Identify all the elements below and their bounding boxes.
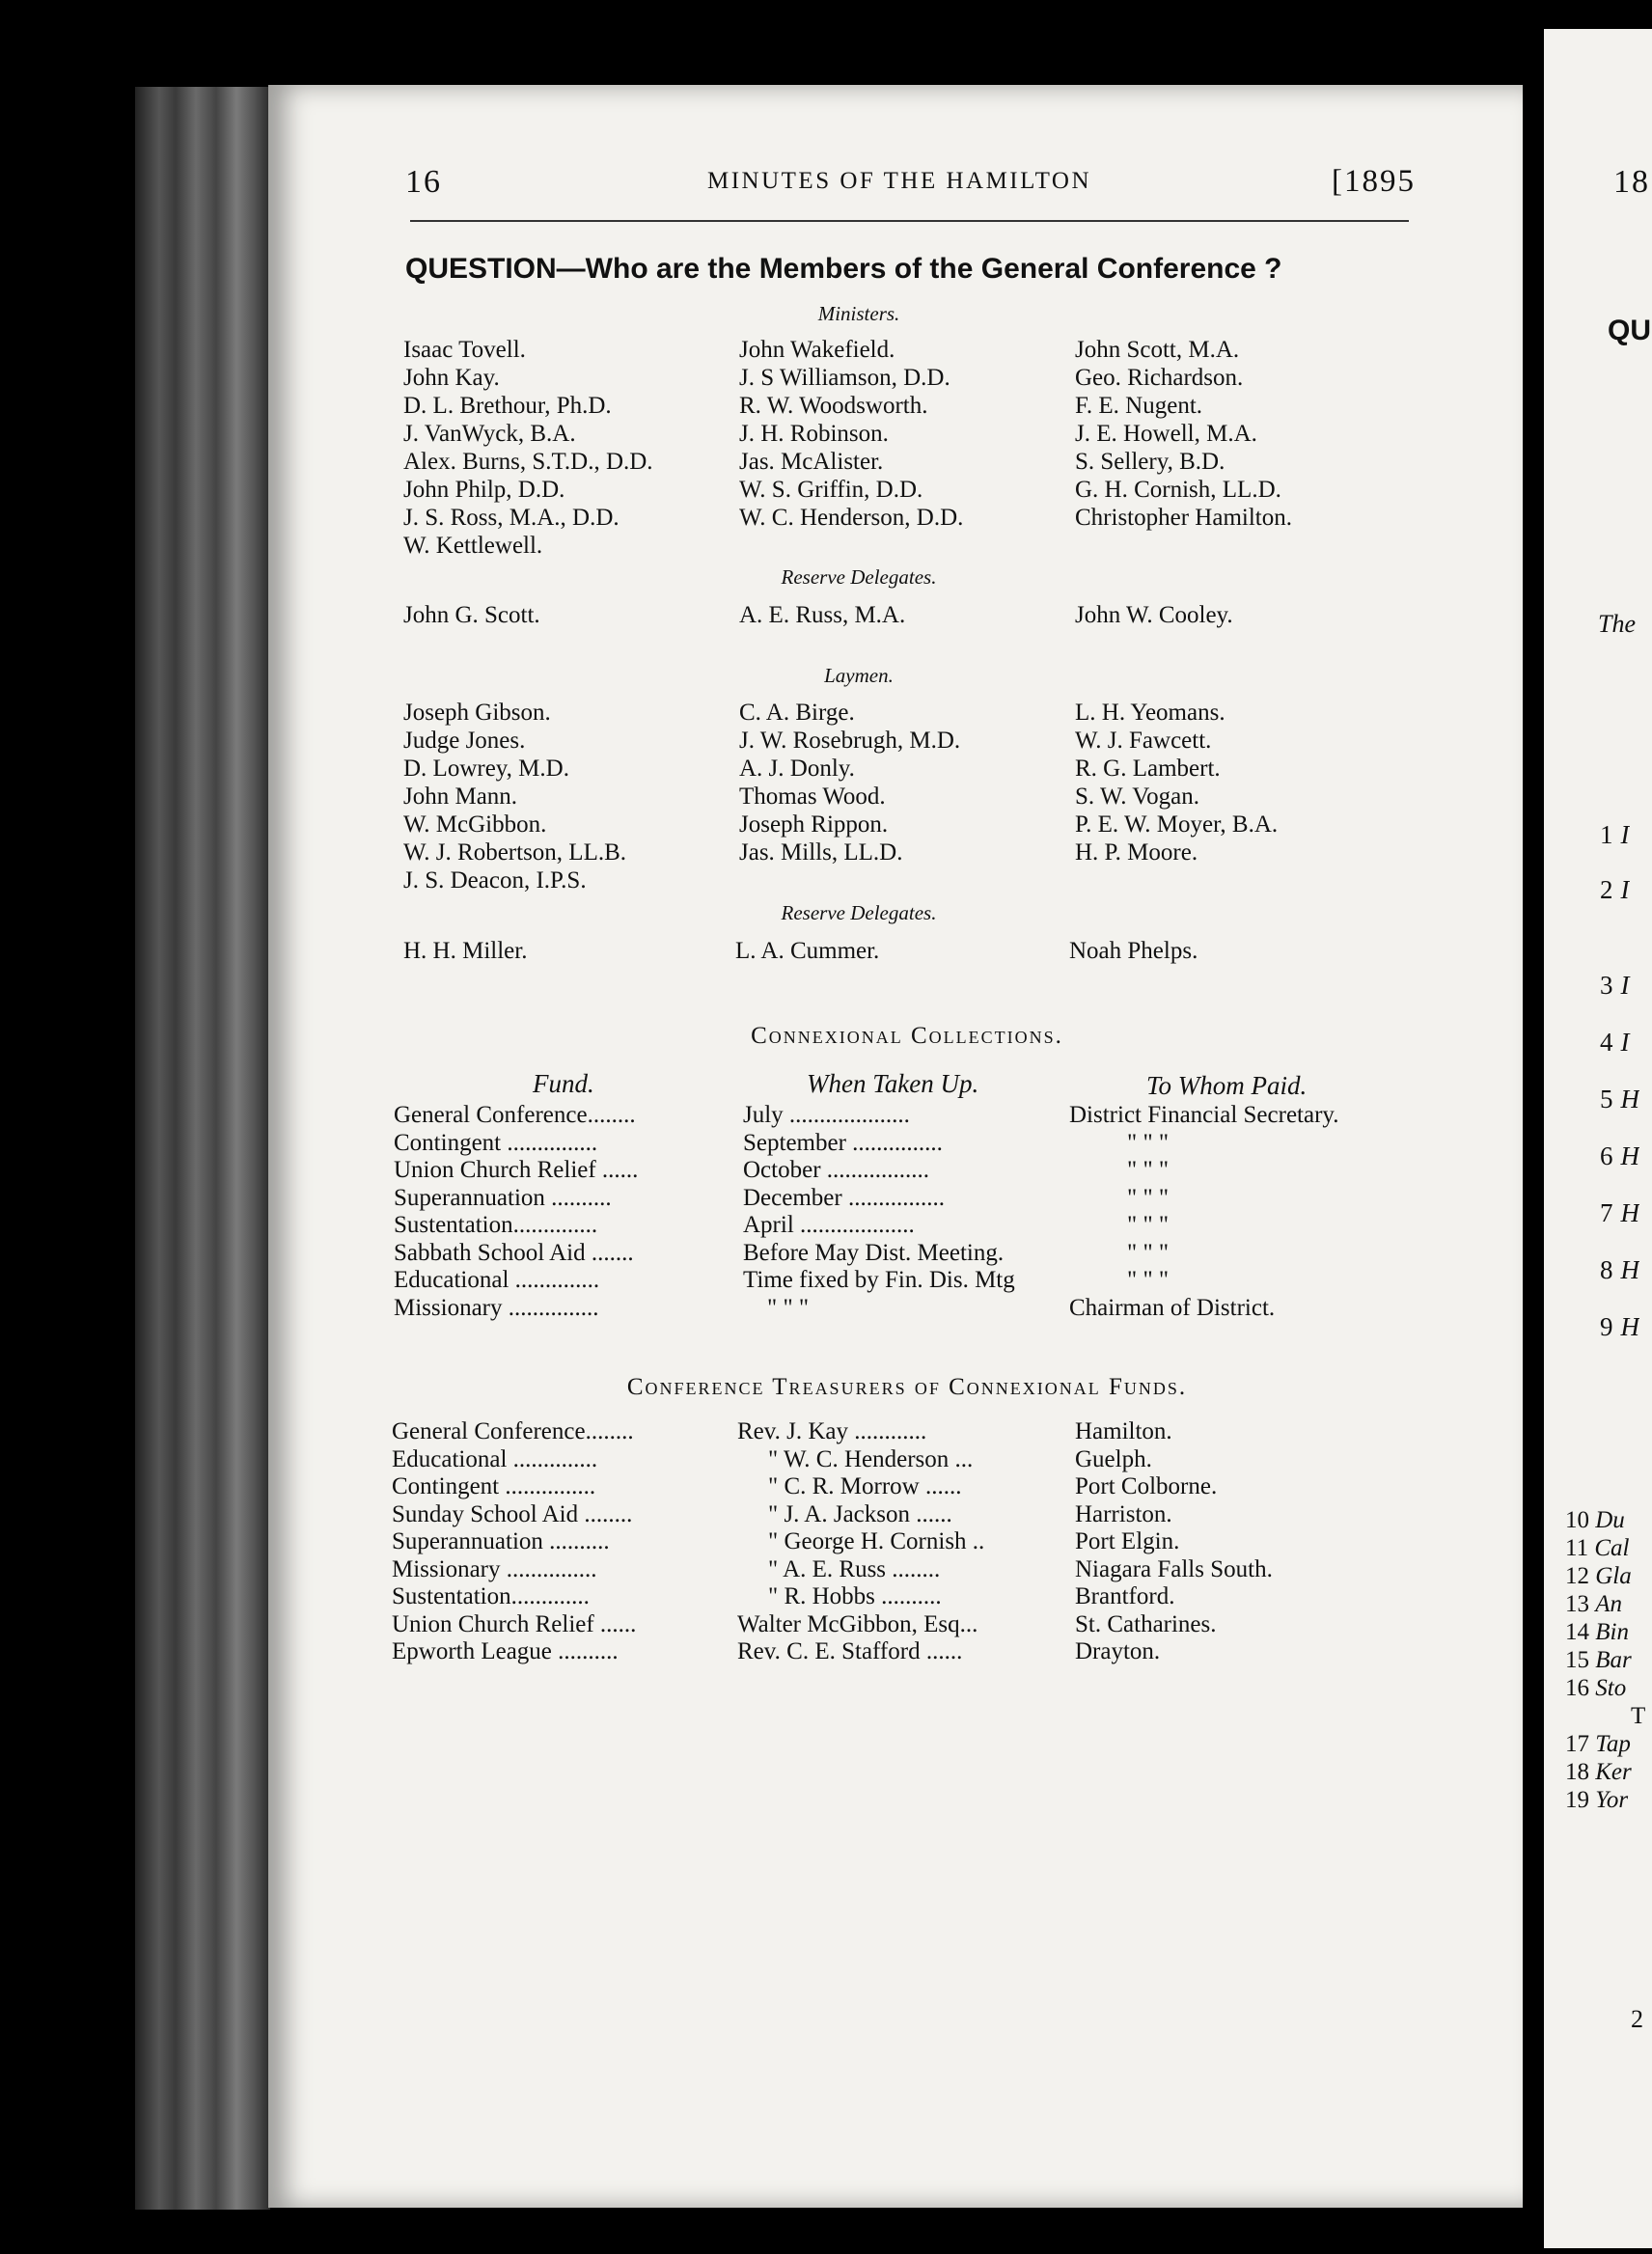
- to-whom-paid: District Financial Secretary.: [1069, 1102, 1339, 1128]
- minister-name: D. L. Brethour, Ph.D.: [403, 393, 612, 419]
- layman-name: Thomas Wood.: [739, 783, 886, 810]
- layman-name: W. McGibbon.: [403, 811, 547, 838]
- layman-name: S. W. Vogan.: [1075, 783, 1199, 810]
- treasurer-place: Port Elgin.: [1075, 1528, 1180, 1554]
- minister-name: G. H. Cornish, LL.D.: [1075, 477, 1281, 503]
- row-letter: Ker: [1595, 1759, 1632, 1785]
- row-letter: H: [1620, 1141, 1639, 1170]
- collections-to-whom-col: [1069, 1102, 1407, 1322]
- row-number: 15: [1565, 1647, 1589, 1673]
- when-taken: September ...............: [743, 1129, 943, 1156]
- row-number: 3: [1600, 971, 1613, 1000]
- fund-name: Contingent ...............: [392, 1473, 596, 1499]
- minister-name: Alex. Burns, S.T.D., D.D.: [403, 449, 653, 475]
- row-letter: An: [1595, 1591, 1623, 1617]
- minister-name: J. H. Robinson.: [739, 421, 889, 447]
- minister-name: S. Sellery, B.D.: [1075, 449, 1225, 475]
- right-row: [1565, 1787, 1645, 1815]
- row-letter: I: [1620, 820, 1630, 849]
- right-page-number: 18: [1613, 164, 1650, 200]
- row-letter: H: [1620, 1198, 1639, 1227]
- reserve-delegate: H. H. Miller.: [403, 938, 528, 964]
- minister-name: R. W. Woodsworth.: [739, 393, 928, 419]
- minister-name: J. S. Ross, M.A., D.D.: [403, 505, 620, 531]
- when-taken: October .................: [743, 1157, 930, 1183]
- treasurer-name: " J. A. Jackson ......: [768, 1500, 952, 1527]
- minister-name: W. S. Griffin, D.D.: [739, 477, 923, 503]
- row-number: 2: [1600, 875, 1613, 904]
- fund-name: Missionary ...............: [392, 1555, 597, 1582]
- fund-name: General Conference........: [394, 1102, 636, 1128]
- ministers-col3: [1075, 336, 1292, 532]
- minister-name: John Scott, M.A.: [1075, 337, 1240, 363]
- row-number: 13: [1565, 1591, 1589, 1617]
- right-row: [1565, 1591, 1645, 1619]
- when-taken: April ...................: [743, 1212, 915, 1238]
- right-row: [1565, 1675, 1645, 1703]
- row-letter: Bar: [1595, 1647, 1632, 1673]
- treasurer-name: Rev. J. Kay ............: [737, 1418, 927, 1444]
- reserve-delegate: John W. Cooley.: [1075, 602, 1233, 628]
- row-number: 1: [1600, 820, 1613, 849]
- running-title: MINUTES OF THE HAMILTON: [707, 168, 1092, 194]
- treasurers-place-col: [1075, 1418, 1393, 1666]
- when-taken: December ................: [743, 1184, 945, 1211]
- ministers-reserve-heading: Reserve Delegates.: [781, 565, 937, 589]
- row-letter: H: [1620, 1312, 1639, 1341]
- row-letter: Tap: [1595, 1731, 1631, 1757]
- treasurer-place: Hamilton.: [1075, 1418, 1172, 1444]
- fund-name: Educational ..............: [392, 1445, 598, 1472]
- fund-name: Contingent ...............: [394, 1129, 598, 1156]
- reserve-delegate: Noah Phelps.: [1069, 938, 1198, 964]
- laymen-reserve-heading: Reserve Delegates.: [781, 901, 937, 924]
- col-header-fund: Fund.: [533, 1069, 594, 1098]
- laymen-heading: Laymen.: [824, 664, 894, 687]
- layman-name: W. J. Fawcett.: [1075, 728, 1212, 754]
- treasurer-place: Guelph.: [1075, 1445, 1152, 1472]
- treasurer-name: " George H. Cornish ..: [768, 1528, 985, 1554]
- page-number: 16: [405, 164, 442, 200]
- right-row: [1600, 1299, 1639, 1356]
- minister-name: W. Kettlewell.: [403, 533, 543, 559]
- right-row: [1565, 1647, 1645, 1675]
- minister-name: Geo. Richardson.: [1075, 365, 1244, 391]
- ministers-col2: [739, 336, 963, 532]
- right-row: [1600, 862, 1630, 917]
- collections-when-col: [743, 1102, 1066, 1322]
- layman-name: Joseph Gibson.: [403, 700, 551, 726]
- right-row: [1600, 807, 1630, 862]
- right-row: [1565, 1759, 1645, 1787]
- to-whom-paid: " " ": [1127, 1212, 1170, 1238]
- row-letter: H: [1620, 1255, 1639, 1284]
- treasurer-place: Harriston.: [1075, 1500, 1172, 1527]
- treasurers-name-col: [737, 1418, 1070, 1666]
- col-header-to-whom: To Whom Paid.: [1146, 1071, 1308, 1100]
- right-row: [1600, 1071, 1639, 1128]
- fund-name: Sustentation..............: [394, 1212, 598, 1238]
- fund-name: Union Church Relief ......: [392, 1610, 637, 1637]
- fund-name: Missionary ...............: [394, 1294, 599, 1321]
- treasurer-place: Drayton.: [1075, 1638, 1161, 1664]
- row-number: 4: [1600, 1028, 1613, 1057]
- layman-name: Jas. Mills, LL.D.: [739, 839, 903, 866]
- page-year: [1895: [1332, 164, 1416, 199]
- laymen-col1: [403, 699, 626, 894]
- layman-name: J. W. Rosebrugh, M.D.: [739, 728, 961, 754]
- row-number: 5: [1600, 1085, 1613, 1113]
- minister-name: F. E. Nugent.: [1075, 393, 1203, 419]
- layman-name: J. S. Deacon, I.P.S.: [403, 867, 587, 893]
- treasurer-place: St. Catharines.: [1075, 1610, 1217, 1637]
- right-numbers-upper: [1600, 807, 1630, 917]
- row-number: 7: [1600, 1198, 1613, 1227]
- treasurer-name: " R. Hobbs ..........: [768, 1583, 942, 1609]
- row-letter: T: [1631, 1703, 1646, 1729]
- treasurer-name: " W. C. Henderson ...: [768, 1445, 974, 1472]
- right-row: [1565, 1731, 1645, 1759]
- col-header-when: When Taken Up.: [807, 1069, 979, 1098]
- row-number: 10: [1565, 1507, 1589, 1533]
- row-number: 12: [1565, 1563, 1589, 1589]
- layman-name: D. Lowrey, M.D.: [403, 756, 569, 782]
- minister-name: Christopher Hamilton.: [1075, 505, 1292, 531]
- right-row: [1600, 1185, 1639, 1242]
- to-whom-paid: " " ": [1127, 1184, 1170, 1211]
- row-number: 16: [1565, 1675, 1589, 1701]
- treasurer-name: " C. R. Morrow ......: [768, 1473, 962, 1499]
- fund-name: Epworth League ..........: [392, 1638, 619, 1664]
- layman-name: R. G. Lambert.: [1075, 756, 1221, 782]
- to-whom-paid: Chairman of District.: [1069, 1294, 1276, 1321]
- minister-name: Jas. McAlister.: [739, 449, 884, 475]
- treasurer-place: Port Colborne.: [1075, 1473, 1218, 1499]
- right-row: [1600, 1014, 1639, 1071]
- right-row: [1600, 1128, 1639, 1185]
- treasurer-name: Rev. C. E. Stafford ......: [737, 1638, 963, 1664]
- right-row: [1565, 1703, 1645, 1731]
- reserve-delegate: John G. Scott.: [403, 602, 540, 628]
- minister-name: Isaac Tovell.: [403, 337, 526, 363]
- row-letter: I: [1620, 875, 1630, 904]
- fund-name: Educational ..............: [394, 1267, 600, 1293]
- laymen-col2: [739, 699, 960, 866]
- row-letter: Sto: [1595, 1675, 1627, 1701]
- to-whom-paid: " " ": [1127, 1267, 1170, 1293]
- fund-name: Superannuation ..........: [394, 1184, 612, 1211]
- treasurer-name: " A. E. Russ ........: [768, 1555, 941, 1582]
- minister-name: J. VanWyck, B.A.: [403, 421, 576, 447]
- right-question-fragment: QU: [1608, 315, 1651, 346]
- right-italic-fragment: The: [1598, 610, 1636, 638]
- fund-name: Sustentation.............: [392, 1583, 590, 1609]
- minister-name: John Kay.: [403, 365, 500, 391]
- header-rule: [410, 220, 1409, 222]
- row-number: 17: [1565, 1731, 1589, 1757]
- fund-name: General Conference........: [392, 1418, 634, 1444]
- row-letter: Bin: [1595, 1619, 1629, 1645]
- row-number: 8: [1600, 1255, 1613, 1284]
- ministers-col1: [403, 336, 653, 560]
- book-spine: [135, 87, 270, 2210]
- row-letter: I: [1620, 1028, 1630, 1057]
- row-number: 11: [1565, 1535, 1589, 1561]
- treasurer-place: Brantford.: [1075, 1583, 1175, 1609]
- minister-name: John Wakefield.: [739, 337, 895, 363]
- right-numbers-mid: [1600, 957, 1639, 1356]
- laymen-col3: [1075, 699, 1278, 866]
- row-letter: I: [1620, 971, 1630, 1000]
- to-whom-paid: " " ": [1127, 1129, 1170, 1156]
- to-whom-paid: " " ": [1127, 1239, 1170, 1266]
- layman-name: W. J. Robertson, LL.B.: [403, 839, 627, 866]
- layman-name: C. A. Birge.: [739, 700, 855, 726]
- row-letter: Yor: [1595, 1787, 1629, 1813]
- layman-name: P. E. W. Moyer, B.A.: [1075, 811, 1279, 838]
- fund-name: Sabbath School Aid .......: [394, 1239, 634, 1266]
- row-number: 19: [1565, 1787, 1589, 1813]
- minister-name: W. C. Henderson, D.D.: [739, 505, 964, 531]
- when-taken: July ....................: [743, 1102, 910, 1128]
- treasurer-place: Niagara Falls South.: [1075, 1555, 1273, 1582]
- to-whom-paid: " " ": [1127, 1157, 1170, 1183]
- right-footer-fragment: 2: [1631, 2005, 1643, 2033]
- row-letter: Cal: [1594, 1535, 1630, 1561]
- minister-name: J. E. Howell, M.A.: [1075, 421, 1257, 447]
- treasurers-title: Conference Treasurers of Connexional Funds.: [626, 1374, 1188, 1400]
- when-taken: " " ": [767, 1294, 810, 1321]
- layman-name: A. J. Donly.: [739, 756, 855, 782]
- row-number: 9: [1600, 1312, 1613, 1341]
- fund-name: Superannuation ..........: [392, 1528, 610, 1554]
- when-taken: Time fixed by Fin. Dis. Mtg: [743, 1267, 1015, 1293]
- layman-name: H. P. Moore.: [1075, 839, 1198, 866]
- collections-fund-col: [394, 1102, 731, 1322]
- minister-name: John Philp, D.D.: [403, 477, 565, 503]
- treasurer-name: Walter McGibbon, Esq...: [737, 1610, 978, 1637]
- right-row: [1565, 1563, 1645, 1591]
- right-row: [1565, 1507, 1645, 1535]
- question-heading: QUESTION—Who are the Members of the General Conference ?: [405, 253, 1282, 285]
- ministers-heading: Ministers.: [817, 302, 900, 325]
- row-letter: Du: [1595, 1507, 1625, 1533]
- row-number: 6: [1600, 1141, 1613, 1170]
- reserve-delegate: L. A. Cummer.: [735, 938, 880, 964]
- fund-name: Sunday School Aid ........: [392, 1500, 633, 1527]
- reserve-delegate: A. E. Russ, M.A.: [739, 602, 906, 628]
- right-numbers-lower: [1565, 1507, 1645, 1815]
- row-number: 18: [1565, 1759, 1589, 1785]
- collections-title: Connexional Collections.: [751, 1023, 1063, 1049]
- layman-name: Joseph Rippon.: [739, 811, 889, 838]
- minister-name: J. S Williamson, D.D.: [739, 365, 950, 391]
- right-row: [1565, 1535, 1645, 1563]
- when-taken: Before May Dist. Meeting.: [743, 1239, 1005, 1266]
- right-row: [1600, 957, 1639, 1014]
- treasurers-fund-col: [392, 1418, 734, 1666]
- layman-name: Judge Jones.: [403, 728, 526, 754]
- layman-name: L. H. Yeomans.: [1075, 700, 1225, 726]
- row-letter: H: [1620, 1085, 1639, 1113]
- right-row: [1600, 1242, 1639, 1299]
- right-row: [1565, 1619, 1645, 1647]
- row-letter: Gla: [1595, 1563, 1632, 1589]
- layman-name: John Mann.: [403, 783, 518, 810]
- fund-name: Union Church Relief ......: [394, 1157, 639, 1183]
- row-number: 14: [1565, 1619, 1589, 1645]
